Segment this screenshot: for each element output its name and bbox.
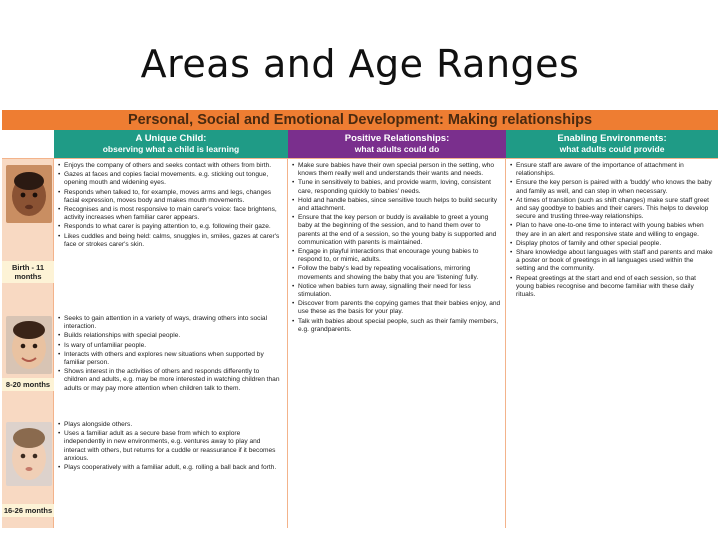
list-item: • Share knowledge about languages with staff and parents and make a poster or book of greetings in all languages used within the setting and the community.: [510, 249, 714, 274]
list-item: • Ensure the key person is paired with a 'buddy' who knows the baby and family as well, and can step in when necessary.: [510, 179, 714, 195]
column-title: Positive Relationships:: [344, 133, 450, 144]
list-item: • At times of transition (such as shift changes) make sure staff greet and say goodbye to babies and their carers. This helps to develop secure and trusting three-way relationships.: [510, 197, 714, 222]
column-headers: [2, 130, 718, 158]
environment-provide-cell: [506, 159, 718, 528]
column-header-unique-child: [54, 130, 288, 158]
list-item: • Make sure babies have their own special person in the setting, who knows them really well and understands their wants and needs.: [292, 162, 501, 178]
list-item: • Is wary of unfamiliar people.: [58, 342, 283, 350]
list-item: • Display photos of family and other special people.: [510, 240, 714, 248]
list-item: • Discover from parents the copying games that their babies enjoy, and use these as the basis for your play.: [292, 300, 501, 316]
slide-title: Areas and Age Ranges: [140, 42, 580, 86]
list-item: • Engage in playful interactions that encourage young babies to respond to, or mimic, adults.: [292, 248, 501, 264]
column-title: Enabling Environments:: [557, 133, 667, 144]
list-item: • Notice when babies turn away, signalling their need for less stimulation.: [292, 283, 501, 299]
age-range-label: Birth - 11 months: [2, 261, 54, 283]
list-item: • Gazes at faces and copies facial movements. e.g. sticking out tongue, opening mouth and widening eyes.: [58, 171, 283, 187]
baby-photo-icon: [6, 422, 52, 486]
list-item: • Uses a familiar adult as a secure base from which to explore independently in new environments, e.g. ventures away to play and interact with others, but returns for a cuddle or reassurance if it becomes anxious.: [58, 430, 283, 463]
list-item: • Talk with babies about special people, such as their family members, e.g. grandparents.: [292, 318, 501, 334]
eyfs-document: [2, 110, 718, 528]
column-subtitle: what adults could provide: [559, 144, 665, 154]
age-column-header: [2, 130, 54, 158]
list-item: • Hold and handle babies, since sensitive touch helps to build security and attachment.: [292, 197, 501, 213]
list-item: • Enjoys the company of others and seeks contact with others from birth.: [58, 162, 283, 170]
baby-photo-icon: [6, 165, 52, 223]
list-item: • Recognises and is most responsive to main carer's voice: face brightens, activity increases when familiar carer appears.: [58, 206, 283, 222]
column-title: A Unique Child:: [135, 133, 207, 144]
list-item: • Likes cuddles and being held: calms, snuggles in, smiles, gazes at carer's face or strokes carer's skin.: [58, 233, 283, 249]
list-item: • Interacts with others and explores new situations when supported by familiar person.: [58, 351, 283, 367]
list-item: • Plays cooperatively with a familiar adult, e.g. rolling a ball back and forth.: [58, 464, 283, 472]
child-learning-cell: [54, 418, 288, 528]
list-item: • Plays alongside others.: [58, 421, 283, 429]
list-item: • Repeat greetings at the start and end of each session, so that young babies recognise and become familiar with these daily rituals.: [510, 275, 714, 300]
list-item: • Responds when talked to, for example, moves arms and legs, changes facial expression, moves body and makes mouth movements.: [58, 189, 283, 205]
list-item: • Plan to have one-to-one time to interact with young babies when they are in an alert and responsive state and willing to engage.: [510, 222, 714, 238]
list-item: • Follow the baby's lead by repeating vocalisations, mirroring movements and showing the baby that you are 'listening' fully.: [292, 265, 501, 281]
adults-could-do-cell: [288, 159, 506, 528]
list-item: • Ensure that the key person or buddy is available to greet a young baby at the beginning of the session, and to hand them over to parents at the end of a session, so the young baby is supported and communication with parents is maintained.: [292, 214, 501, 247]
list-item: • Ensure staff are aware of the importance of attachment in relationships.: [510, 162, 714, 178]
list-item: • Builds relationships with special people.: [58, 332, 283, 340]
list-item: • Seeks to gain attention in a variety of ways, drawing others into social interaction.: [58, 315, 283, 331]
child-learning-cell: [54, 312, 288, 417]
column-subtitle: what adults could do: [354, 144, 440, 154]
age-cell: [2, 418, 54, 528]
column-header-enabling-environments: [506, 130, 718, 158]
list-item: • Tune in sensitively to babies, and provide warm, loving, consistent care, responding quickly to babies' needs.: [292, 179, 501, 195]
age-cell: [2, 312, 54, 417]
age-range-label: 8-20 months: [2, 378, 54, 391]
column-header-positive-relationships: [288, 130, 506, 158]
list-item: • Responds to what carer is paying attention to, e.g. following their gaze.: [58, 223, 283, 231]
baby-photo-icon: [6, 316, 52, 374]
age-range-label: 16-26 months: [3, 506, 53, 515]
document-banner: Personal, Social and Emotional Development: Making relationships: [2, 110, 718, 130]
column-subtitle: observing what a child is learning: [102, 144, 240, 154]
list-item: • Shows interest in the activities of others and responds differently to children and adults, e.g. may be more interested in watching children than adults or may pay more attention when children talk to them.: [58, 368, 283, 393]
